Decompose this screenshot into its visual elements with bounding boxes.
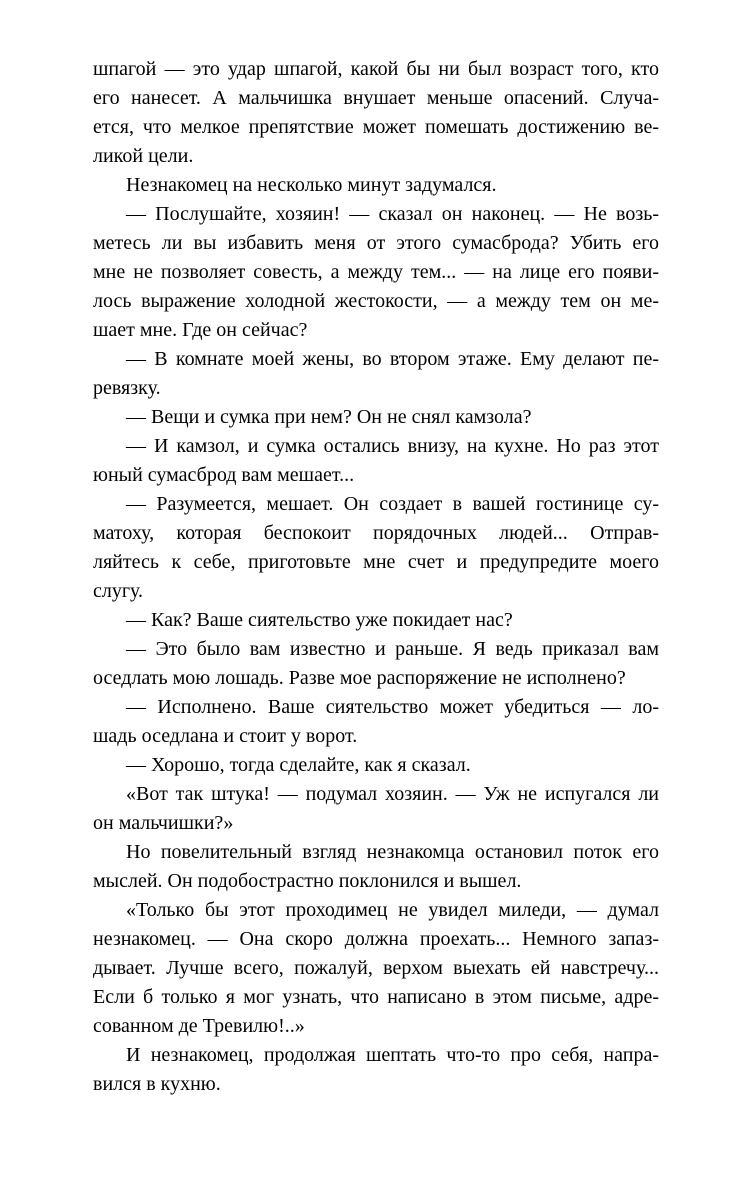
text-line: И незнакомец, продолжая шептать что-то про себя, напра- <box>126 1044 659 1066</box>
text-line: — Разумеется, мешает. Он создает в вашей гостинице су- <box>126 493 659 515</box>
text-line: «Вот так штука! — подумал хозяин. — Уж не испугался ли <box>126 783 659 805</box>
text-line: — И камзол, и сумка остались внизу, на кухне. Но раз этот <box>126 435 659 457</box>
text-line: метесь ли вы избавить меня от этого сумасброда? Убить его <box>93 232 659 254</box>
paragraph <box>93 490 659 606</box>
paragraph <box>93 838 659 896</box>
text-line: вился в кухню. <box>93 1073 221 1095</box>
text-line: оседлать мою лошадь. Разве мое распоряжение не исполнено? <box>93 667 626 689</box>
text-line: ется, что мелкое препятствие может помешать достижению ве- <box>93 116 659 138</box>
text-line: сованном де Тревилю!..» <box>93 1015 305 1037</box>
text-line: ревязку. <box>93 377 161 399</box>
paragraph <box>93 780 659 838</box>
text-line: лось выражение холодной жестокости, — а между тем он ме- <box>93 290 659 312</box>
paragraph <box>93 55 659 171</box>
paragraph <box>93 432 659 490</box>
text-line: незнакомец. — Она скоро должна проехать... Немного запаз- <box>93 928 659 950</box>
paragraph <box>93 345 659 403</box>
text-line: — Послушайте, хозяин! — сказал он наконец. — Не возь- <box>126 203 659 225</box>
text-line: юный сумасброд вам мешает... <box>93 464 355 486</box>
text-line: — Это было вам известно и раньше. Я ведь приказал вам <box>126 638 659 660</box>
text-line: мне не позволяет совесть, а между тем... — на лице его появи- <box>93 261 659 283</box>
paragraph <box>93 403 659 432</box>
paragraph <box>93 693 659 751</box>
text-line: дывает. Лучше всего, пожалуй, верхом выехать ей навстречу... <box>93 957 659 979</box>
text-line: мыслей. Он подобострастно поклонился и вышел. <box>93 870 522 892</box>
paragraph <box>93 896 659 1041</box>
text-line: шает мне. Где он сейчас? <box>93 319 308 341</box>
text-line: Если б только я мог узнать, что написано в этом письме, адре- <box>93 986 659 1008</box>
text-line: ликой цели. <box>93 145 194 167</box>
text-line: матоху, которая беспокоит порядочных людей... Отправ- <box>93 522 659 544</box>
text-line: шпагой — это удар шпагой, какой бы ни был возраст того, кто <box>93 58 659 80</box>
paragraph <box>93 751 659 780</box>
text-line: — Исполнено. Ваше сиятельство может убедиться — ло- <box>126 696 659 718</box>
paragraph <box>93 635 659 693</box>
paragraph <box>93 606 659 635</box>
text-line: — Как? Ваше сиятельство уже покидает нас? <box>126 609 513 631</box>
text-line: слугу. <box>93 580 144 602</box>
text-line: его нанесет. А мальчишка внушает меньше опасений. Случа- <box>93 87 659 109</box>
paragraph <box>93 171 659 200</box>
text-line: — В комнате моей жены, во втором этаже. Ему делают пе- <box>126 348 659 370</box>
text-line: — Вещи и сумка при нем? Он не снял камзола? <box>126 406 532 428</box>
text-line: он мальчишки?» <box>93 812 234 834</box>
paragraph <box>93 200 659 345</box>
text-line: Незнакомец на несколько минут задумался. <box>126 174 497 196</box>
body-text <box>93 55 659 1099</box>
text-line: «Только бы этот проходимец не увидел миледи, — думал <box>126 899 659 921</box>
text-line: ляйтесь к себе, приготовьте мне счет и предупредите моего <box>93 551 659 573</box>
text-line: шадь оседлана и стоит у ворот. <box>93 725 358 747</box>
paragraph <box>93 1041 659 1099</box>
text-line: — Хорошо, тогда сделайте, как я сказал. <box>126 754 471 776</box>
text-line: Но повелительный взгляд незнакомца остановил поток его <box>126 841 659 863</box>
